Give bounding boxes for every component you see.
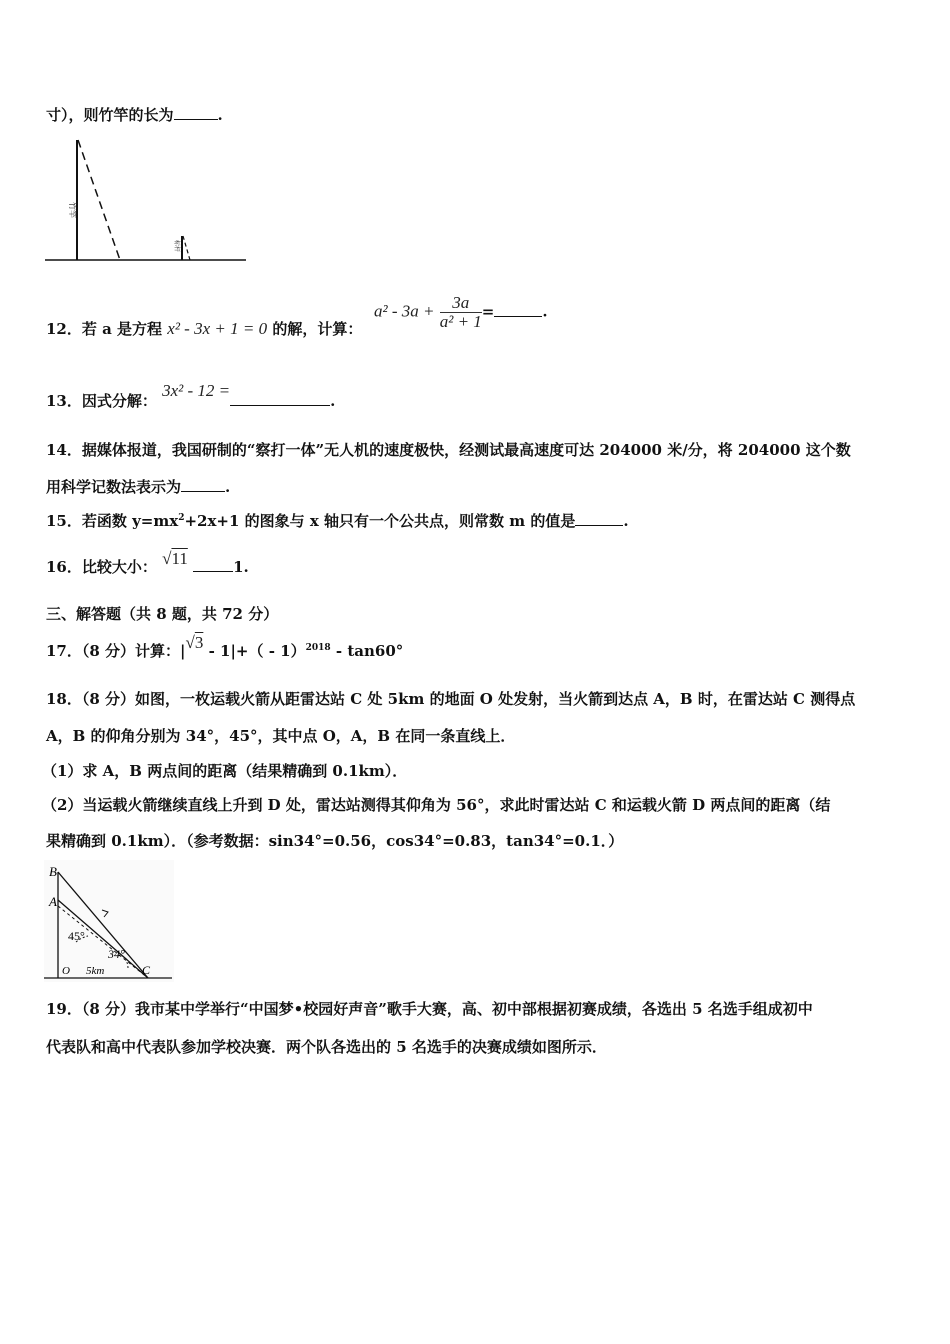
q11-tail: 寸），则竹竿的长为 . [46,106,223,124]
label-angle-45: 45° [68,929,85,943]
label-B: B [49,864,57,879]
answer-blank-q15[interactable] [575,511,623,526]
label-5km: 5km [86,965,105,977]
figure-bamboo-shadow [40,132,255,267]
answer-blank-q14[interactable] [181,477,225,492]
answer-blank-q16[interactable] [193,557,233,572]
question-14-line2: 用科学记数法表示为 . [46,478,231,496]
label-A: A [49,894,57,909]
sqrt-11: √11 [162,549,188,568]
question-18-line2: A，B 的仰角分别为 34°，45°，其中点 O，A，B 在同一条直线上． [46,727,516,745]
label-C: C [142,963,151,977]
q12-fraction: $\frac{3a}{\text{a² + 1}}$ [439,293,482,331]
answer-blank-q12[interactable] [494,302,542,317]
question-12: 12．若 a 是方程 x² - 3x + 1 = 0 的解，计算： [46,319,363,338]
question-18-part1: （1）求 A，B 两点间的距离（结果精确到 0.1km）． [42,762,408,780]
question-17: 17．（8 分）计算：|√3 - 1|+（ - 1）$^{2018}$ - tan60° [46,633,404,660]
figure-rocket-radar [44,860,174,982]
label-O: O [62,965,70,977]
label-bamboo: 竹竿 [68,202,77,218]
section-3-heading: 三、解答题（共 8 题，共 72 分） [46,605,279,623]
q13-expression: 3x² - 12 = [162,381,231,400]
q12-expression: a² - 3a + $\frac{3a}{\text{a² + 1}}$ = . [374,293,548,331]
question-15: 15．若函数 $y=mx^2+2x+1$ 的图象与 x 轴只有一个公共点，则常数 m 的值是 . [46,512,629,530]
question-18-line5: 果精确到 0.1km）．（参考数据：sin34°=0.56，cos34°=0.83，tan34°=0.1．） [46,832,624,850]
question-13: 13．因式分解： 3x² - 12 =. [46,381,336,410]
q12-equation: x² - 3x + 1 = 0 [167,319,268,338]
question-19-line1: 19．（8 分）我市某中学举行“中国梦•校园好声音”歌手大赛，高、初中部根据初赛成绩，各选出 5 名选手组成初中 [46,1000,813,1018]
label-marker: 标杆 [173,240,179,253]
question-14-line1: 14．据媒体报道，我国研制的“察打一体”无人机的速度极快，经测试最高速度可达 204000 米/分，将 204000 这个数 [46,441,851,459]
question-18-line1: 18．（8 分）如图，一枚运载火箭从距雷达站 C 处 5km 的地面 O 处发射，当火箭到达点 A，B 时，在雷达站 C 测得点 [46,690,856,708]
answer-blank-q11[interactable] [174,105,218,120]
sqrt-3: √3 [185,633,204,652]
question-16: 16．比较大小： √11 1. [46,549,249,576]
question-19-line2: 代表队和高中代表队参加学校决赛．两个队各选出的 5 名选手的决赛成绩如图所示． [46,1038,607,1056]
question-18-part2: （2）当运载火箭继续直线上升到 D 处，雷达站测得其仰角为 56°，求此时雷达站 C 和运载火箭 D 两点间的距离（结 [42,796,831,814]
label-angle-34: 34° [108,947,125,961]
bamboo-shadow-ray [78,140,120,260]
marker-shadow-ray [183,236,190,260]
answer-blank-q13[interactable] [230,391,330,406]
